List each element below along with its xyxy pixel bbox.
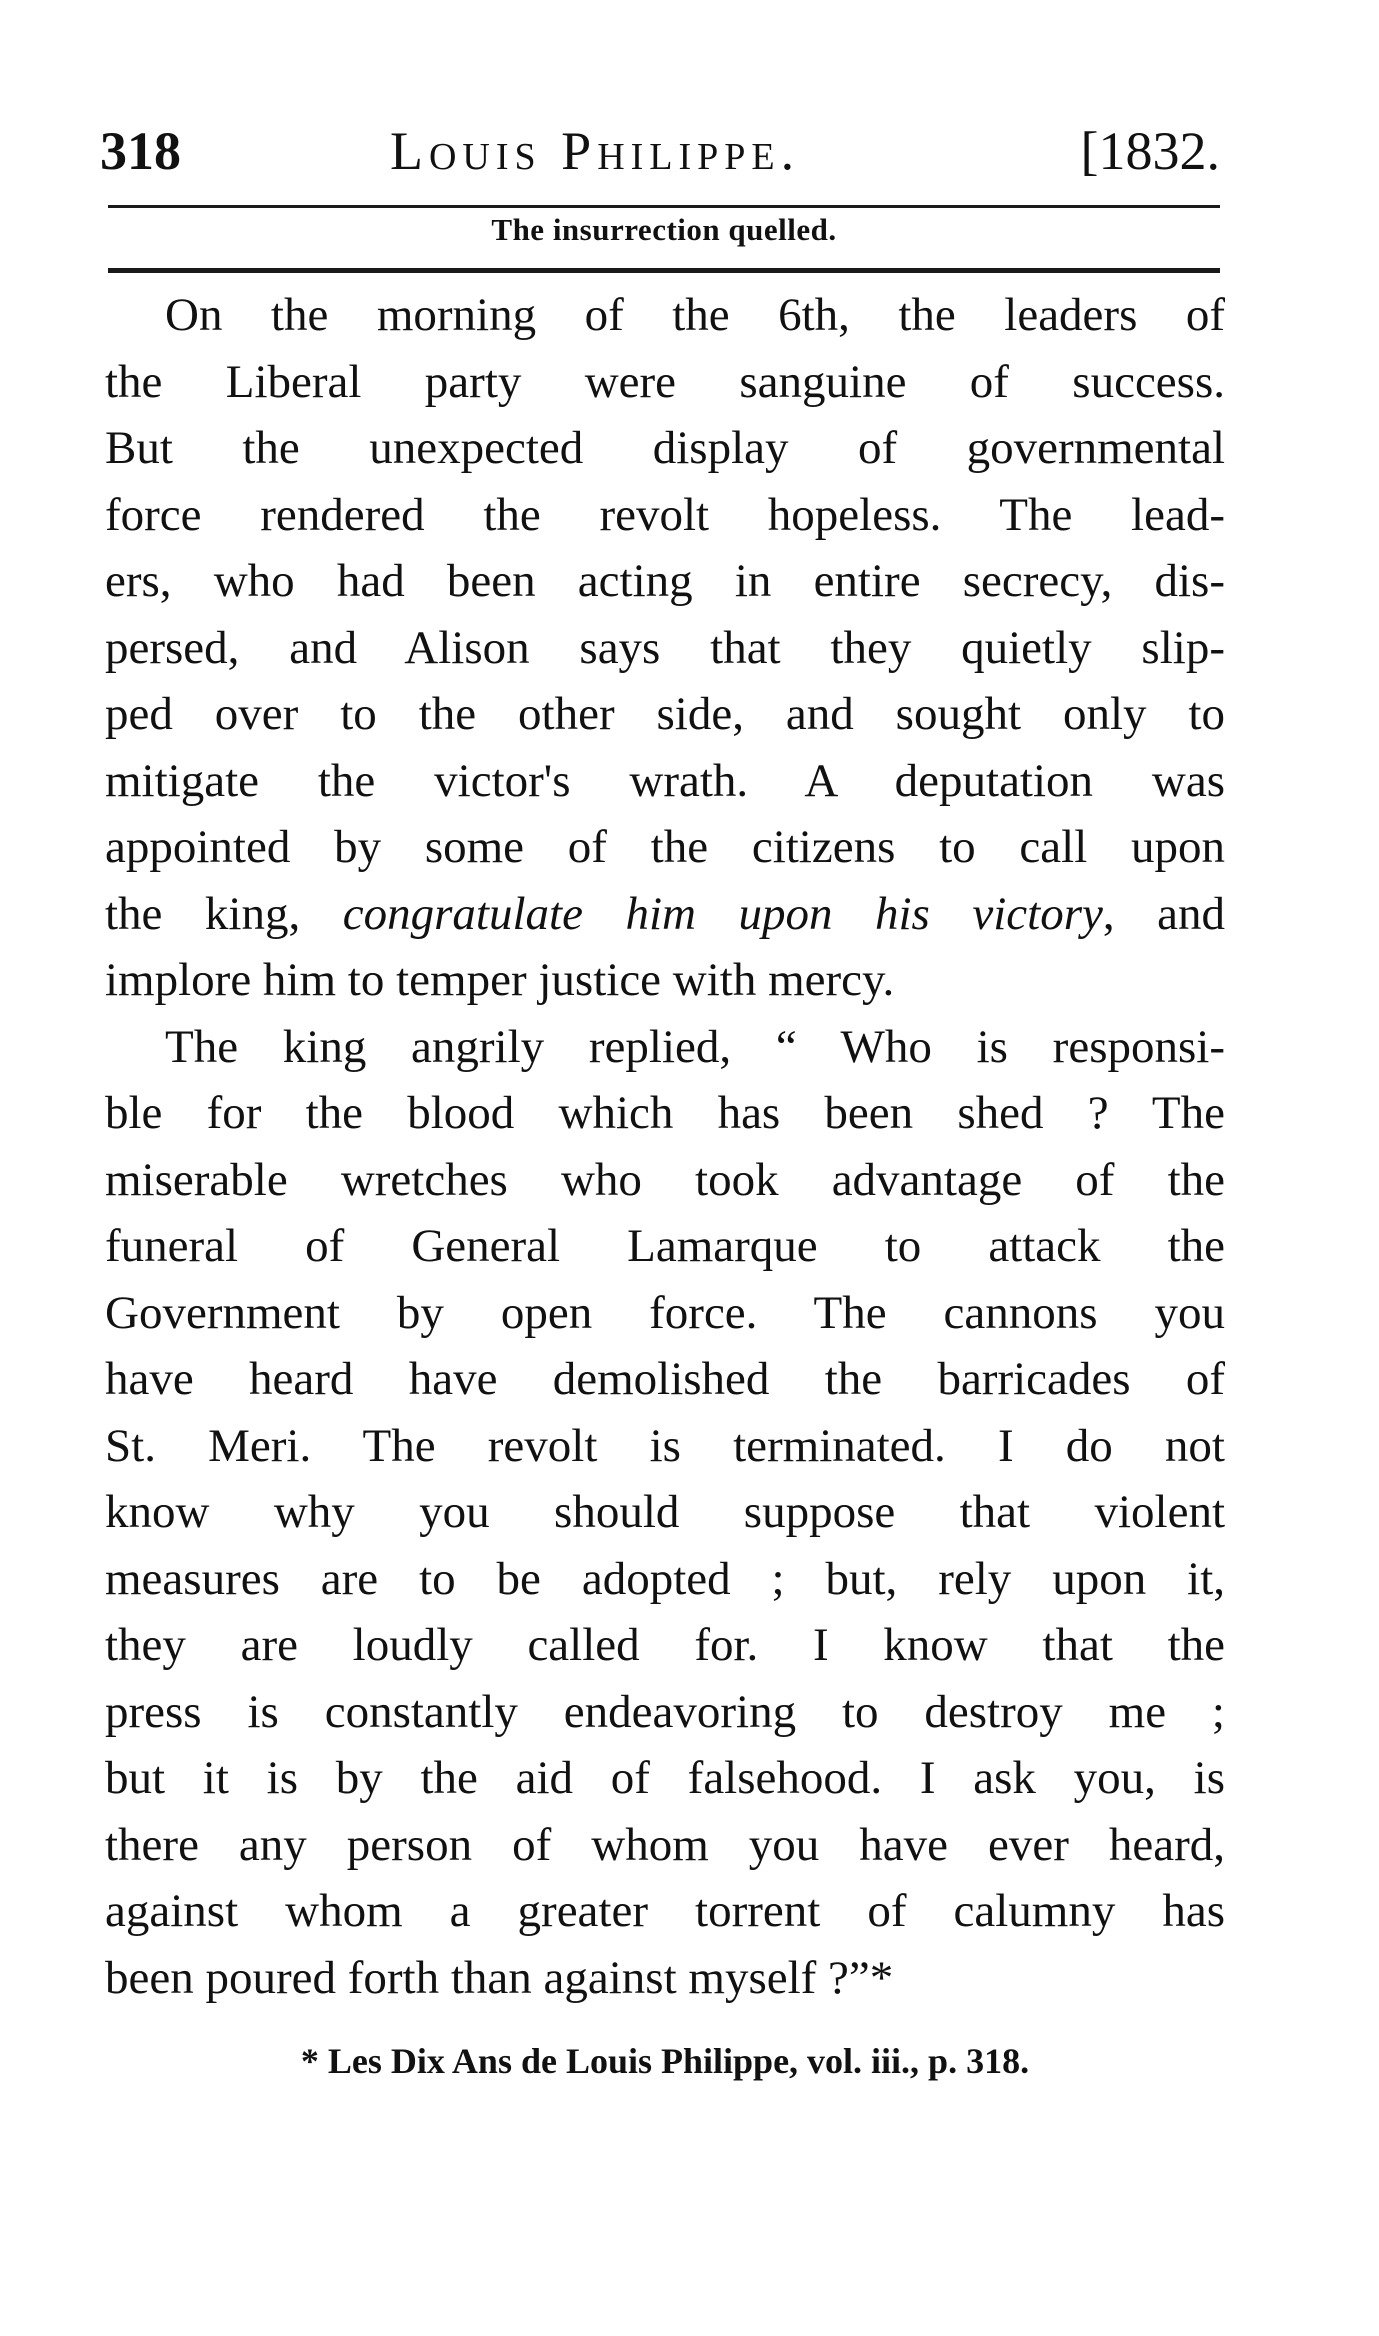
body-line: mitigate the victor's wrath. A deputation was (105, 754, 1225, 807)
body-line-italic-mixed (105, 881, 1225, 948)
body-line: appointed by some of the citizens to call upon (105, 821, 1225, 873)
body-line: implore him to temper justice with mercy. (105, 954, 895, 1006)
body-line: On the morning of the 6th, the leaders of (165, 289, 1225, 341)
running-head (100, 120, 1220, 190)
body-line: measures are to be adopted ; but, rely upon it, (105, 1552, 1225, 1605)
header-rule-bottom (108, 268, 1220, 273)
body-line: there any person of whom you have ever heard, (105, 1818, 1225, 1871)
body-line: have heard have demolished the barricades of (105, 1353, 1225, 1405)
section-heading: The insurrection quelled. (491, 212, 837, 247)
body-line: ped over to the other side, and sought only to (105, 688, 1225, 740)
body-line: been poured forth than against myself ?”* (105, 1951, 894, 2004)
body-line: force rendered the revolt hopeless. The lead- (105, 488, 1225, 541)
footnote: * Les Dix Ans de Louis Philippe, vol. iii., p. 318. (300, 2041, 1030, 2081)
italic-phrase: congratulate him upon his victory (342, 887, 1103, 940)
body-line: Government by open force. The cannons you (105, 1286, 1225, 1339)
body-line: miserable wretches who took advantage of the (105, 1153, 1225, 1206)
body-line: know why you should suppose that violent (105, 1486, 1225, 1538)
year: [1832. (1080, 121, 1220, 181)
body-line: the Liberal party were sanguine of success. (105, 355, 1225, 408)
body-line: St. Meri. The revolt is terminated. I do not (105, 1419, 1225, 1472)
body-line: funeral of General Lamarque to attack the (105, 1220, 1225, 1272)
body-line: ble for the blood which has been shed ? The (105, 1087, 1225, 1139)
header-rule-top (108, 205, 1220, 208)
body-line-start: the king, (105, 887, 343, 940)
body-line: but it is by the aid of falsehood. I ask you, is (105, 1752, 1225, 1804)
body-line: persed, and Alison says that they quietly slip- (105, 621, 1225, 674)
body-line: The king angrily replied, “ Who is responsi- (165, 1020, 1225, 1073)
book-title: Louis Philippe. (390, 121, 801, 181)
body-line: they are loudly called for. I know that the (105, 1619, 1225, 1671)
body-line-end: , and (1102, 887, 1225, 940)
body-line: against whom a greater torrent of calumny has (105, 1885, 1225, 1937)
body-text (105, 282, 1225, 2011)
body-line: But the unexpected display of governmental (105, 422, 1225, 474)
body-line: press is constantly endeavoring to destroy me ; (105, 1685, 1225, 1738)
body-line: ers, who had been acting in entire secrecy, dis- (105, 555, 1225, 607)
page-number: 318 (100, 121, 181, 181)
